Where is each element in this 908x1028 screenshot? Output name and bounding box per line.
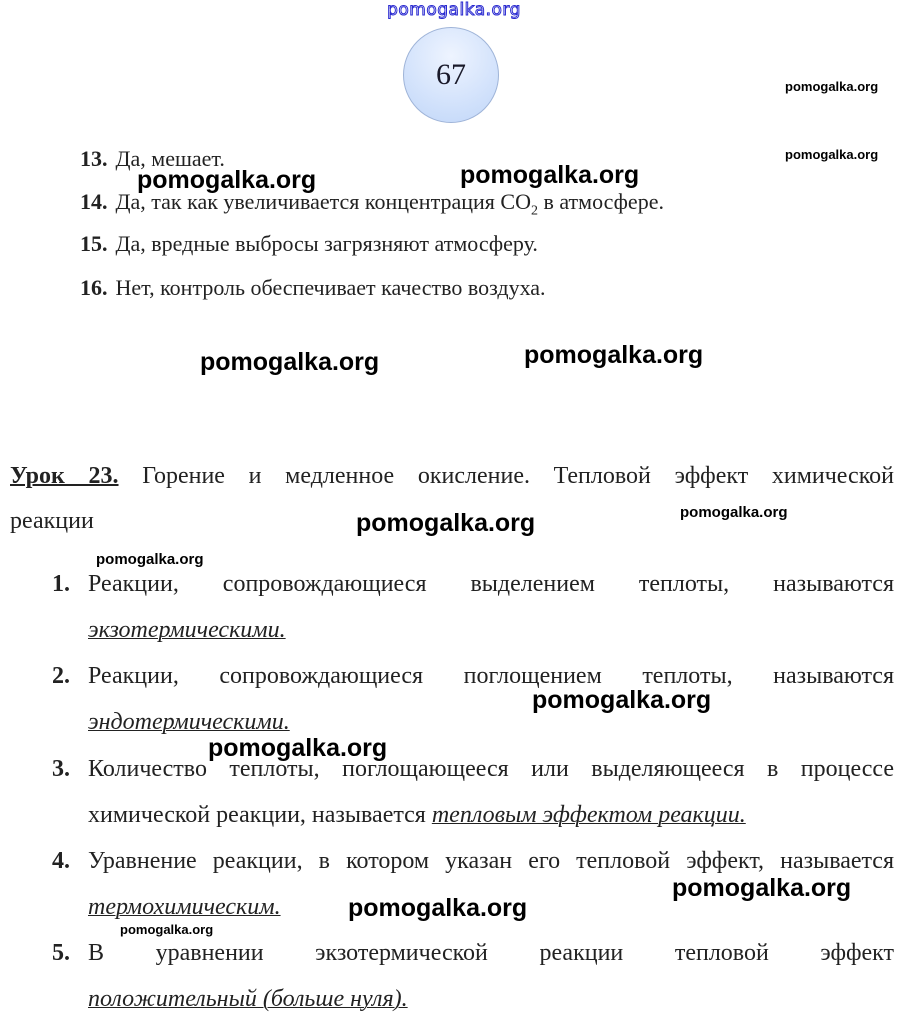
item-number: 3. [52,756,70,782]
page-number: 67 [436,58,466,91]
item-text: химической реакции, называется [88,802,432,828]
item-text: В уравнении экзотермической реакции тепловой эффект [88,940,894,966]
answer-number: 15. [80,231,108,256]
watermark: pomogalka.org [208,734,388,762]
lesson-label: Урок 23. [10,463,119,489]
watermark: pomogalka.org [356,509,536,537]
watermark: pomogalka.org [680,504,788,521]
watermark: pomogalka.org [785,79,879,94]
answer-text: Да, вредные выбросы загрязняют атмосферу. [115,231,538,256]
item-text-cont [88,802,746,829]
watermark: pomogalka.org [120,922,214,937]
watermark: pomogalka.org [672,874,852,902]
watermark: pomogalka.org [137,166,317,194]
item-number: 4. [52,848,70,874]
answer-number: 13. [80,146,108,171]
item-text: Уравнение реакции, в котором указан его тепловой эффект, называется [88,848,894,874]
item-number: 5. [52,940,70,966]
item-text: Количество теплоты, поглощающееся или выделяющееся в процессе [88,756,894,782]
lesson-title-cont: реакции [10,508,94,534]
lesson-title-text: Горение и медленное окисление. Тепловой эффект химической [142,463,894,489]
answer-number: 16. [80,275,108,300]
answer-text: в атмосфере. [537,189,664,214]
answer-text: Нет, контроль обеспечивает качество воздуха. [115,275,546,300]
item-answer: эндотермическими. [88,709,290,735]
watermark: pomogalka.org [200,348,380,376]
answer-text: Да, мешает. [115,146,225,171]
item-number: 2. [52,663,70,689]
subscript: 2 [530,203,538,219]
lesson-title [10,463,894,490]
item-number: 1. [52,571,70,597]
item-answer: тепловым эффектом реакции. [431,802,746,828]
watermark: pomogalka.org [96,551,204,568]
answer-text: Да, так как увеличивается концентрация СО [115,189,531,214]
watermark: pomogalka.org [785,147,879,162]
answer-number: 14. [80,189,108,214]
item-answer: термохимическим. [88,894,281,920]
site-header-watermark: pomogalka.org [387,0,521,20]
item-text: Реакции, сопровождающиеся поглощением теплоты, называются [88,663,894,689]
watermark: pomogalka.org [532,686,712,714]
watermark: pomogalka.org [460,161,640,189]
watermark: pomogalka.org [524,341,704,369]
item-answer: положительный (больше нуля). [88,986,408,1012]
page-number-badge [403,27,499,123]
item-answer: экзотермическими. [88,617,286,643]
answer-16 [80,275,546,301]
item-text: Реакции, сопровождающиеся выделением теплоты, называются [88,571,894,597]
watermark: pomogalka.org [348,894,528,922]
answer-15 [80,231,538,257]
